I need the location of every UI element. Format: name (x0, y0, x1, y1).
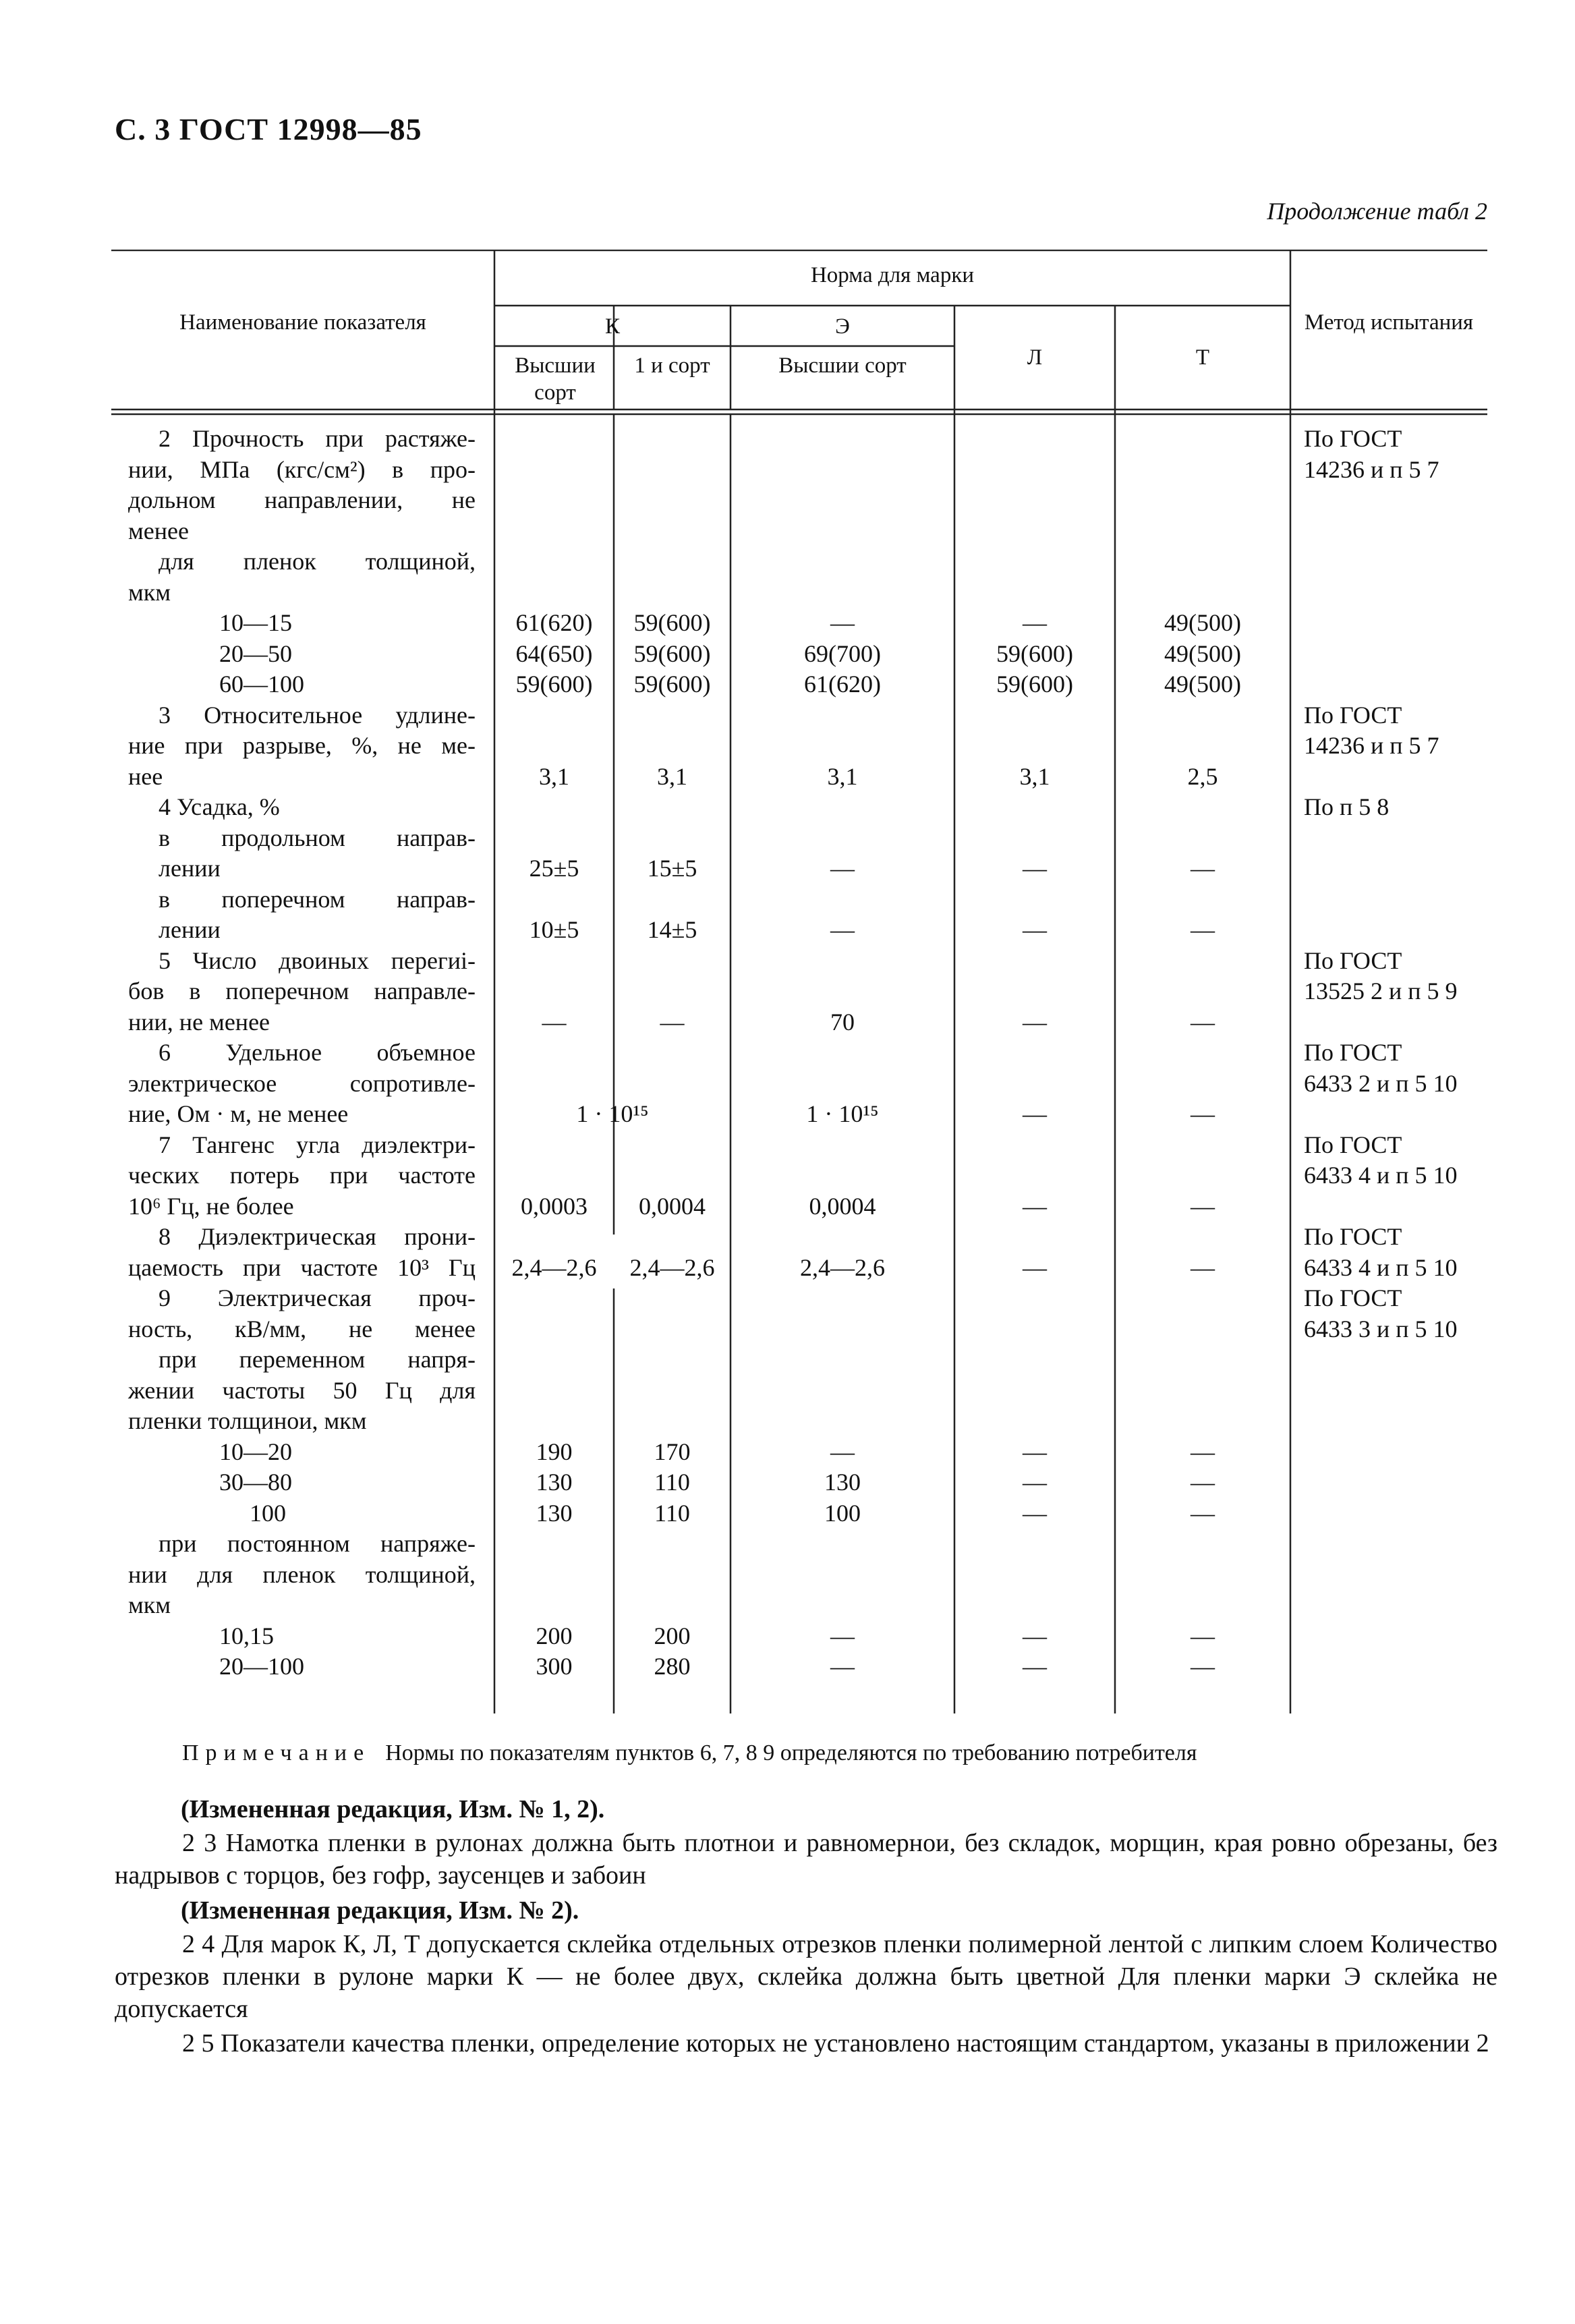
label-word: постоянном (227, 1530, 350, 1557)
indicator-label-line: пленки толщинои, мкм (128, 1407, 367, 1434)
table-cell: — (660, 1008, 685, 1036)
label-word: МПа (200, 455, 250, 483)
label-word: растяже- (384, 425, 476, 452)
label-word: для (159, 548, 194, 575)
table-cell: — (1191, 1253, 1215, 1281)
label-word: объемное (376, 1039, 476, 1066)
label-word: 8 (159, 1223, 171, 1250)
table-cell: — (830, 855, 855, 882)
table-cell: — (1023, 916, 1047, 943)
table-cell: 61(620) (804, 671, 881, 698)
table-cell: — (1191, 1622, 1215, 1649)
label-word: бов (128, 977, 165, 1004)
header-k-first: 1 и сорт (634, 353, 710, 378)
table-cell: 10±5 (529, 916, 579, 943)
header-grade-t: Т (1195, 345, 1210, 370)
test-method-line: 14236 и п 5 7 (1304, 455, 1439, 483)
indicator-label-line (128, 1560, 476, 1591)
table-cell: 59(600) (996, 671, 1073, 698)
label-word: при (159, 1530, 197, 1557)
label-word: частоты (222, 1376, 306, 1404)
table-cell: 69(700) (804, 640, 881, 667)
table-cell: 3,1 (827, 762, 858, 790)
table-cell: 3,1 (539, 762, 569, 790)
table-cell: — (1191, 1438, 1215, 1465)
indicator-label-line (128, 1069, 476, 1100)
indicator-label-line (159, 1344, 476, 1376)
label-word: ность, (128, 1315, 193, 1342)
table-cell: — (1023, 1192, 1047, 1220)
amendment-note: (Измененная редакция, Изм. № 2). (181, 1896, 579, 1925)
label-word: Диэлектрическая (198, 1223, 376, 1250)
table-cell: 200 (536, 1622, 573, 1649)
indicator-label-line: мкм (128, 1591, 171, 1618)
table-cell: 3,1 (1019, 762, 1050, 790)
table-cell: 190 (536, 1438, 573, 1465)
label-word: переменном (239, 1346, 366, 1373)
label-word: удлине- (395, 701, 476, 729)
label-word: поперечном (225, 977, 349, 1004)
note-label: Примечание (182, 1740, 371, 1765)
label-word: сопротивле- (349, 1069, 476, 1097)
table-cell: 64(650) (515, 640, 593, 667)
table-cell: — (1023, 1653, 1047, 1680)
test-method-line: По ГОСТ (1304, 1223, 1402, 1250)
table-cell: 130 (536, 1499, 573, 1527)
indicator-label-line: 10⁶ Гц, не более (128, 1192, 294, 1220)
test-method-line: 13525 2 и п 5 9 (1304, 977, 1458, 1004)
table-cell: 170 (654, 1438, 691, 1465)
indicator-label-line (159, 823, 476, 854)
label-word: 9 (159, 1284, 171, 1311)
label-word: (кгс/см²) (276, 455, 366, 483)
table-cell: 25±5 (529, 855, 579, 882)
table-cell-merged: 1 · 10¹⁵ (576, 1100, 649, 1127)
label-word: при (159, 1346, 197, 1373)
label-word: диэлектри- (362, 1131, 476, 1158)
label-word: в (392, 455, 404, 483)
table-cell: 59(600) (633, 609, 711, 636)
label-word: не (451, 486, 476, 513)
indicator-label-line: 60—100 (219, 671, 304, 698)
label-word: ме- (441, 732, 476, 759)
label-word: при (243, 1253, 281, 1281)
table-cell: 49(500) (1164, 609, 1241, 636)
table-cell: 130 (536, 1469, 573, 1496)
label-word: продольном (221, 824, 345, 851)
table-cell: 0,0003 (521, 1192, 588, 1220)
label-word: потерь (229, 1162, 299, 1189)
indicator-label-line (128, 731, 476, 762)
label-word: электрическое (128, 1069, 277, 1097)
table-cell: — (1023, 1622, 1047, 1649)
test-method-line: 14236 и п 5 7 (1304, 732, 1439, 759)
label-word: в (159, 824, 170, 851)
indicator-label-line: 20—100 (219, 1653, 304, 1680)
indicator-label-line (159, 1130, 476, 1161)
table-cell: — (830, 916, 855, 943)
table-cell: — (1191, 1653, 1215, 1680)
header-grade-k: К (604, 314, 620, 339)
amendment-note: (Измененная редакция, Изм. № 1, 2). (181, 1795, 605, 1823)
test-method-line: 6433 3 и п 5 10 (1304, 1315, 1458, 1342)
indicator-label-line: нее (128, 762, 163, 790)
indicator-label-line (159, 884, 476, 915)
table-note (182, 1740, 1197, 1766)
table-cell: 300 (536, 1653, 573, 1680)
table-cell: 110 (654, 1469, 690, 1496)
table-cell: 100 (824, 1499, 861, 1527)
table-cell: 14±5 (647, 916, 697, 943)
header-grade-l: Л (1027, 345, 1043, 370)
label-word: менее (415, 1315, 476, 1342)
indicator-label-line (128, 1376, 476, 1407)
header-method: Метод испытания (1304, 310, 1474, 335)
indicator-label-line: 30—80 (219, 1469, 292, 1496)
table-cell-merged: — (1191, 1100, 1215, 1127)
table-cell: 15±5 (647, 855, 697, 882)
label-word: при (329, 1162, 368, 1189)
table-cell: — (1023, 1499, 1047, 1527)
label-word: Число (192, 946, 257, 974)
label-word: %, (351, 732, 378, 759)
indicator-label-line (159, 700, 476, 731)
table-cell: 49(500) (1164, 671, 1241, 698)
label-word: Электрическая (217, 1284, 372, 1311)
indicator-label-line: 10—15 (219, 609, 292, 636)
label-word: частоте (300, 1253, 378, 1281)
label-word: в (189, 977, 201, 1004)
indicator-label-line (128, 1160, 476, 1191)
table-cell: — (1023, 1469, 1047, 1496)
table-continuation: Продолжение табл 2 (1267, 198, 1487, 225)
label-word: 7 (159, 1131, 171, 1158)
table-cell: 59(600) (633, 640, 711, 667)
table-cell: 0,0004 (809, 1192, 876, 1220)
label-word: пленок (262, 1560, 336, 1588)
label-word: частоте (398, 1162, 476, 1189)
test-method-line: По ГОСТ (1304, 1039, 1402, 1066)
table-cell: — (1023, 609, 1047, 636)
page-title: С. 3 ГОСТ 12998—85 (115, 112, 422, 146)
table-cell: 0,0004 (639, 1192, 706, 1220)
table-cell: — (830, 1622, 855, 1649)
label-word: дольном (128, 486, 216, 513)
indicator-label-line (159, 1283, 476, 1314)
label-word: при (325, 425, 364, 452)
label-word: напря- (407, 1346, 476, 1373)
table-cell: 59(600) (515, 671, 593, 698)
label-word: двоиных (279, 946, 369, 974)
indicator-label-line: мкм (128, 578, 171, 606)
table-cell: 2,5 (1187, 762, 1218, 790)
indicator-label-line (128, 1253, 476, 1284)
table-cell-merged: 1 · 10¹⁵ (806, 1100, 879, 1127)
label-word: 2 (159, 425, 171, 452)
table-cell: 70 (830, 1008, 855, 1036)
label-word: 3 (159, 701, 171, 729)
indicator-label-line (159, 946, 476, 977)
indicator-label-line: 20—50 (219, 640, 292, 667)
label-word: напряже- (380, 1530, 476, 1557)
paragraph-2-3: 2 3 Намотка пленки в рулонах должна быть плотнои и равномернои, без складок, морщин, края ровно обрезаны, без надрывов с торцов, без гофр, заусенцев и забоин (115, 1829, 1497, 1890)
table-cell: 2,4—2,6 (800, 1253, 885, 1281)
label-word: 5 (159, 946, 171, 974)
label-word: для (197, 1560, 233, 1588)
indicator-label-line: 10,15 (219, 1622, 274, 1649)
label-word: направ- (396, 824, 476, 851)
label-word: толщиной, (365, 1560, 476, 1588)
label-word: прони- (404, 1223, 476, 1250)
label-word: проч- (418, 1284, 476, 1311)
test-method-line: По ГОСТ (1304, 946, 1402, 974)
indicator-label-line: менее (128, 517, 189, 544)
table-cell: — (1191, 1499, 1215, 1527)
table-cell-merged: — (1023, 1100, 1047, 1127)
label-word: Относительное (204, 701, 363, 729)
test-method-line: По п 5 8 (1304, 793, 1390, 820)
header-k-high: Высшии сорт (515, 353, 596, 405)
header-e-high: Высшии сорт (778, 353, 907, 378)
label-word: жении (128, 1376, 195, 1404)
test-method-line: 6433 4 и п 5 10 (1304, 1253, 1458, 1281)
indicator-label-line (128, 455, 476, 486)
table-cell: 110 (654, 1499, 690, 1527)
table-cell: — (1191, 1008, 1215, 1036)
label-word: 10³ (397, 1253, 429, 1281)
table-cell: — (1023, 1008, 1047, 1036)
label-word: направ- (397, 885, 476, 913)
table-cell: 61(620) (515, 609, 593, 636)
table-cell: 280 (654, 1653, 691, 1680)
table-cell: — (1023, 1253, 1047, 1281)
label-word: для (440, 1376, 476, 1404)
paragraph-2-5: 2 5 Показатели качества пленки, определение которых не установлено настоящим стандартом, указаны в приложении 2 (182, 2029, 1489, 2058)
table-cell: — (1191, 916, 1215, 943)
label-word: направле- (374, 977, 476, 1004)
label-word: ние (128, 732, 165, 759)
label-word: 6 (159, 1039, 171, 1066)
norms-table (111, 250, 1487, 1720)
label-word: про- (430, 455, 476, 483)
label-word: не (397, 732, 422, 759)
test-method-line: 6433 2 и п 5 10 (1304, 1069, 1458, 1097)
table-cell: — (1191, 855, 1215, 882)
table-cell: 3,1 (657, 762, 687, 790)
label-word: нии, (128, 455, 173, 483)
test-method-line: По ГОСТ (1304, 425, 1402, 452)
indicator-label-line: 10—20 (219, 1438, 292, 1465)
table-cell: 59(600) (633, 671, 711, 698)
header-norm: Норма для марки (810, 263, 975, 287)
label-word: толщиной, (365, 548, 476, 575)
label-word: Прочность (192, 425, 304, 452)
indicator-label-line: 4 Усадка, % (159, 793, 280, 820)
table-cell: 200 (654, 1622, 691, 1649)
label-word: Гц (384, 1376, 412, 1404)
label-word: направлении, (264, 486, 403, 513)
table-cell: — (1023, 1438, 1047, 1465)
label-word: цаемость (128, 1253, 224, 1281)
indicator-label-line: нии, не менее (128, 1008, 270, 1036)
label-word: Гц (448, 1253, 476, 1281)
header-name: Наименование показателя (179, 310, 426, 335)
label-word: кВ/мм, (235, 1315, 307, 1342)
note-text: Нормы по показателям пунктов 6, 7, 8 9 определяются по требованию потребителя (385, 1740, 1197, 1765)
label-word: нии (128, 1560, 167, 1588)
test-method-line: По ГОСТ (1304, 1284, 1402, 1311)
paragraph-amend-1 (181, 1793, 1564, 1825)
table-cell: 59(600) (996, 640, 1073, 667)
paragraph-2-4: 2 4 Для марок К, Л, Т допускается склейка отдельных отрезков пленки полимерной лентой с липким слоем Количество отрезков пленки в рулоне марки К — не более двух, склейка должна быть цветной Для пленки марки Э склейка не допускается (115, 1930, 1497, 2023)
table-cell: — (1023, 855, 1047, 882)
table-cell: 2,4—2,6 (629, 1253, 715, 1281)
table-cell: 130 (824, 1469, 861, 1496)
label-word: при (184, 732, 223, 759)
indicator-label-line: ние, Ом · м, не менее (128, 1100, 349, 1127)
label-word: угла (296, 1131, 341, 1158)
label-word: 50 (333, 1376, 357, 1404)
table-cell: — (542, 1008, 567, 1036)
label-word: ческих (128, 1162, 200, 1189)
header-grade-e: Э (835, 314, 850, 339)
table-cell: — (830, 609, 855, 636)
indicator-label-line (128, 485, 476, 516)
table-cell: — (830, 1438, 855, 1465)
indicator-label-line (128, 976, 476, 1007)
label-word: Удельное (225, 1039, 322, 1066)
paragraph-amend-2 (181, 1894, 1564, 1927)
indicator-label-line: лении (159, 916, 221, 943)
label-word: в (159, 885, 170, 913)
label-word: Тангенс (192, 1131, 275, 1158)
test-method-line: 6433 4 и п 5 10 (1304, 1162, 1458, 1189)
indicator-label-line: лении (159, 855, 221, 882)
indicator-label-line (128, 1314, 476, 1345)
test-method-line: По ГОСТ (1304, 1131, 1402, 1158)
table-cell: 2,4—2,6 (511, 1253, 597, 1281)
label-word: перегиi- (391, 946, 476, 974)
table-cell: — (1191, 1469, 1215, 1496)
indicator-label-line (159, 546, 476, 577)
label-word: разрыве, (242, 732, 332, 759)
indicator-label-line: 100 (250, 1499, 286, 1527)
label-word: пленок (243, 548, 316, 575)
label-word: поперечном (221, 885, 345, 913)
table-cell: — (830, 1653, 855, 1680)
indicator-label-line (159, 1222, 476, 1253)
indicator-label-line (159, 1038, 476, 1069)
test-method-line: По ГОСТ (1304, 701, 1402, 729)
table-cell: — (1191, 1192, 1215, 1220)
table-cell: 49(500) (1164, 640, 1241, 667)
indicator-label-line (159, 1529, 476, 1560)
indicator-label-line (159, 424, 476, 455)
label-word: не (348, 1315, 373, 1342)
